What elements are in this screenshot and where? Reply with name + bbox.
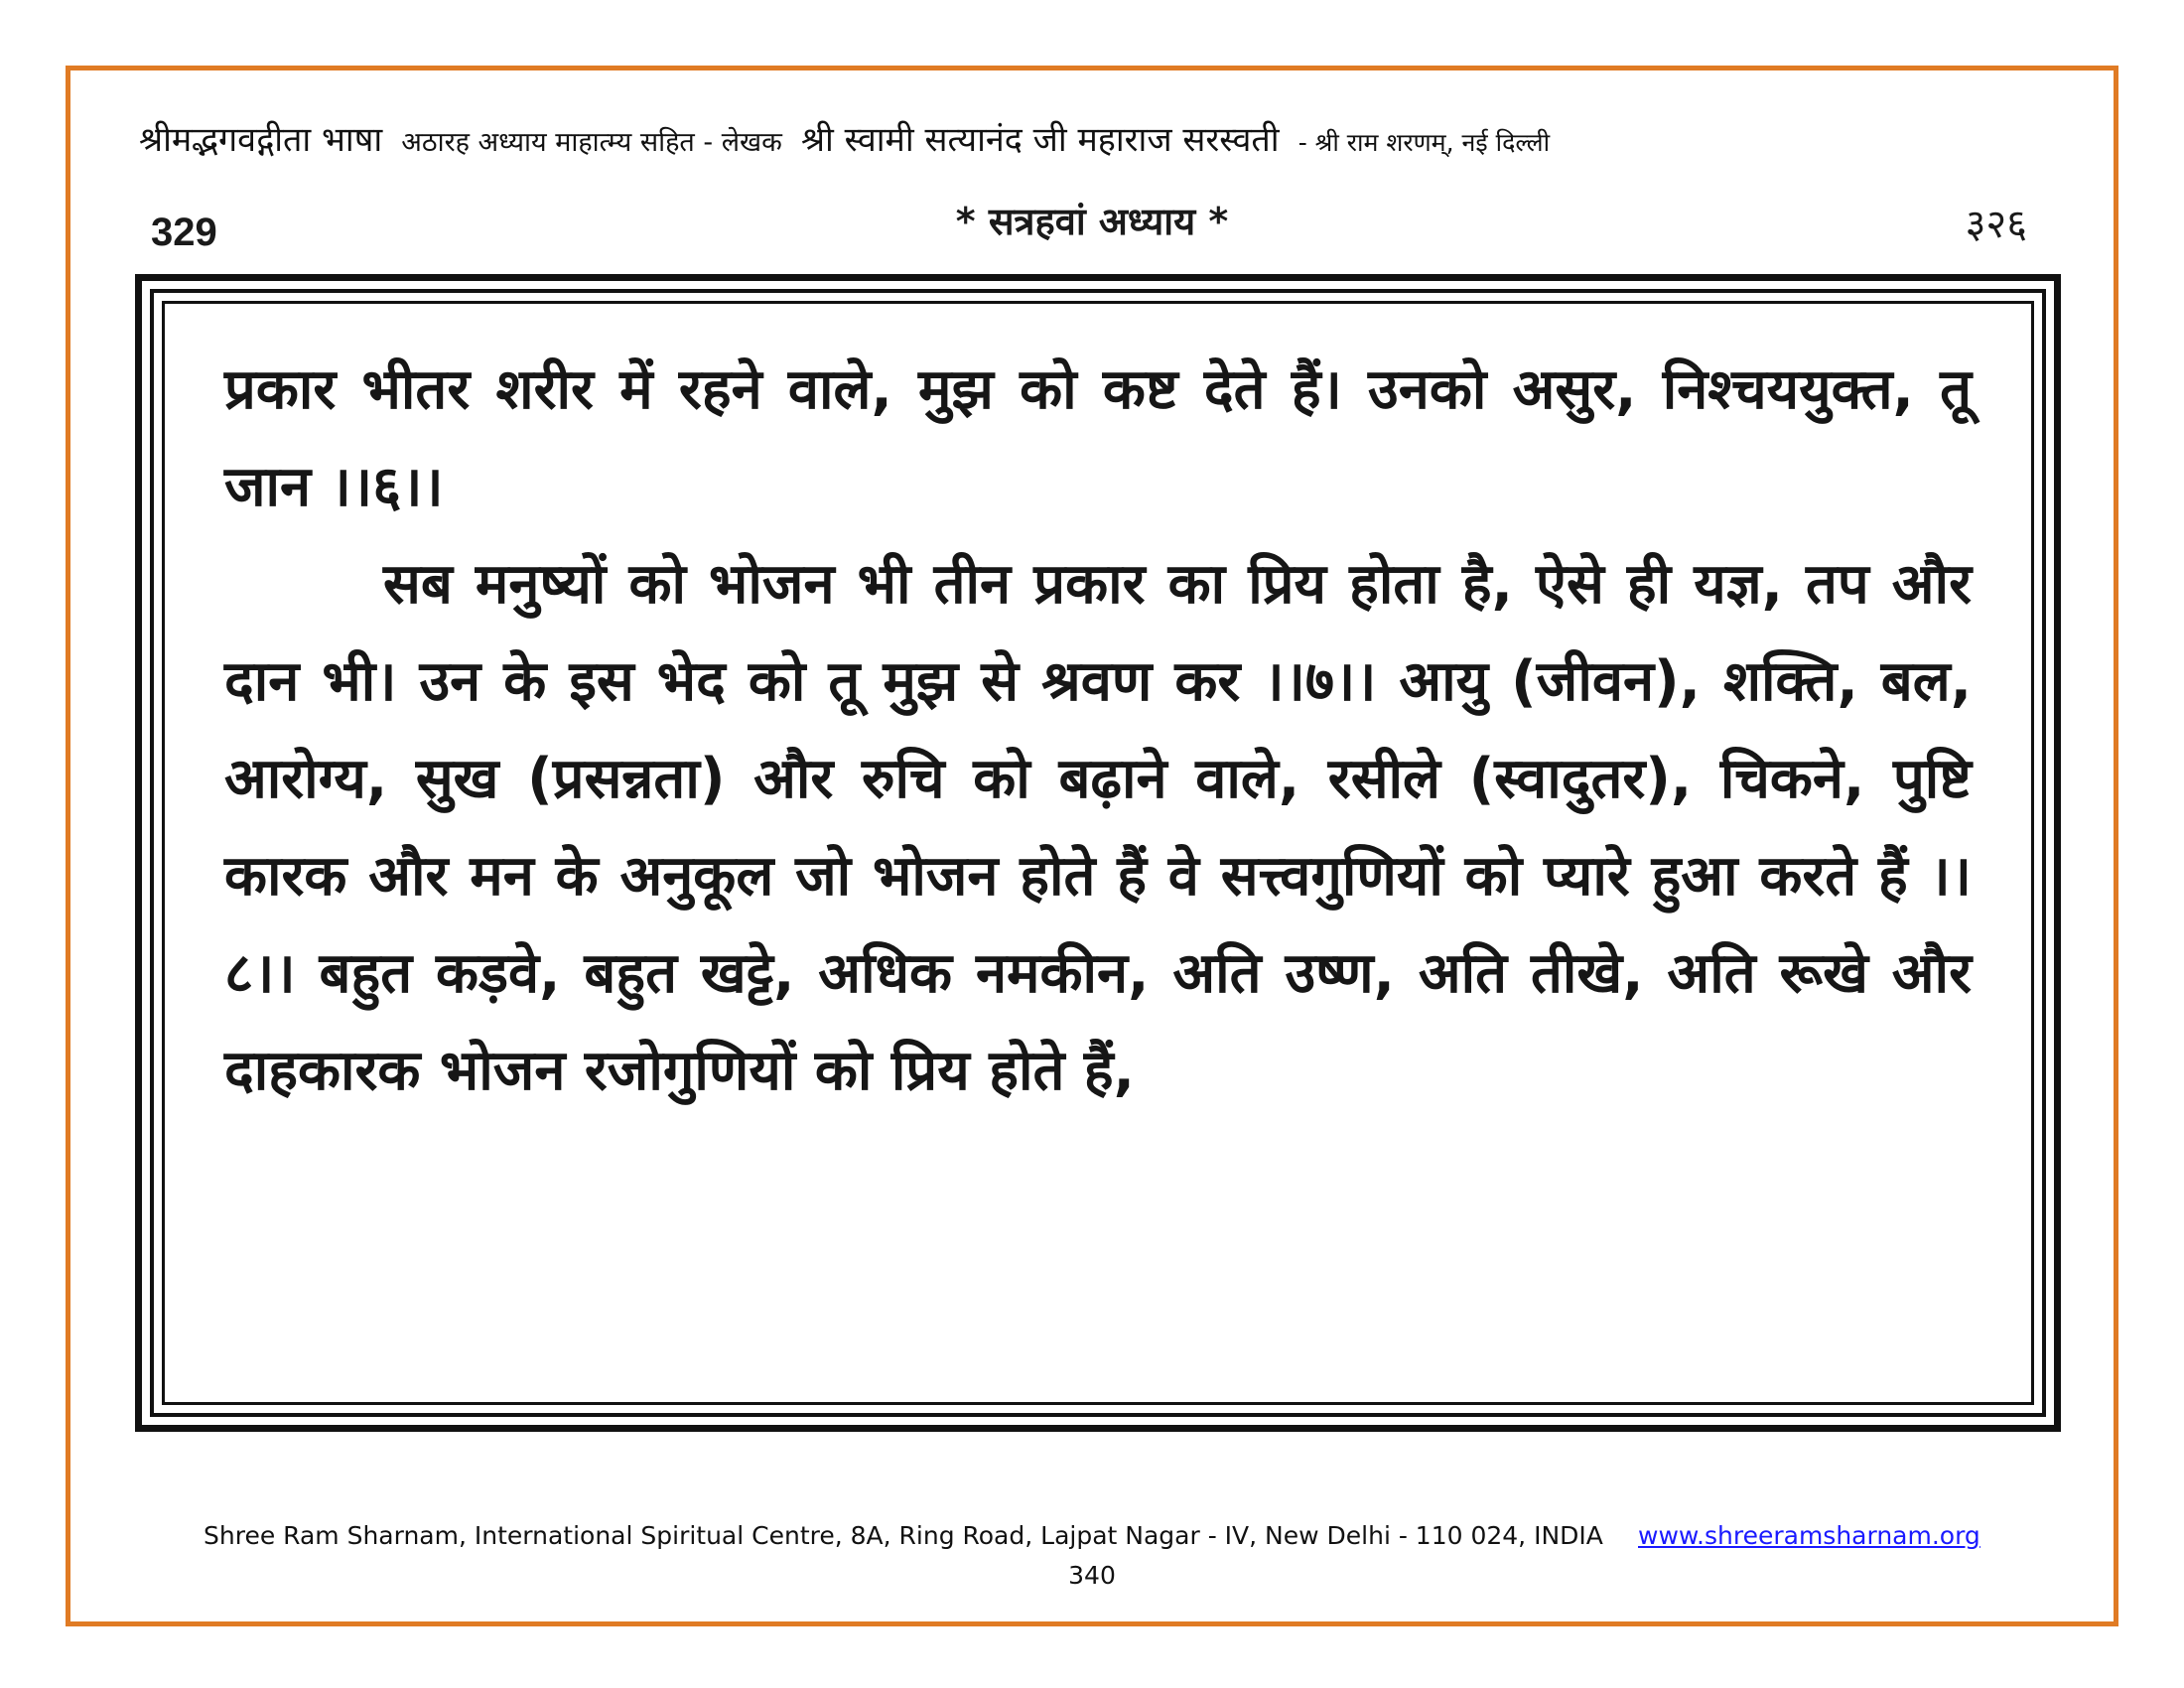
publisher-name: - श्री राम शरणम्, नई दिल्ली	[1297, 128, 1551, 157]
book-title: श्रीमद्भगवद्गीता भाषा	[139, 120, 383, 160]
chapter-title: * सत्रहवां अध्याय *	[955, 200, 1229, 243]
author-name: श्री स्वामी सत्यानंद जी महाराज सरस्वती	[800, 120, 1280, 160]
devanagari-page-number: ३२६	[1965, 202, 2027, 247]
paragraph-verse-6: प्रकार भीतर शरीर में रहने वाले, मुझ को कष्ट देते हैं। उनको असुर, निश्चययुक्त, तू जान ।।६।।	[224, 357, 1972, 519]
scripture-text	[224, 342, 1972, 1120]
footer-page-number: 340	[1068, 1561, 1116, 1590]
text-box-content-area	[162, 301, 2034, 1405]
footer-address: Shree Ram Sharnam, International Spiritual Centre, 8A, Ring Road, Lajpat Nagar - IV, New Delhi - 110 024, INDIA	[204, 1521, 1603, 1550]
paragraph-verses-7-8: सब मनुष्यों को भोजन भी तीन प्रकार का प्रिय होता है, ऐसे ही यज्ञ, तप और दान भी। उन के इस भेद को तू मुझ से श्रवण कर ।।७।। आयु (जीवन), शक्ति, बल, आरोग्य, सुख (प्रसन्नता) और रुचि को बढ़ाने वाले, रसीले (स्वादुतर), चिकने, पुष्टि कारक और मन के अनुकूल जो भोजन होते हैं वे सत्त्वगुणियों को प्यारे हुआ करते हैं ।।८।। बहुत कड़वे, बहुत खट्टे, अधिक नमकीन, अति उष्ण, अति तीखे, अति रूखे और दाहकारक भोजन रजोगुणियों को प्रिय होते हैं,	[224, 552, 1972, 1103]
book-subtitle: अठारह अध्याय माहात्म्य सहित - लेखक	[401, 127, 782, 158]
running-header	[139, 115, 2065, 161]
book-page-number: 329	[151, 211, 217, 254]
scripture-text-box	[135, 274, 2061, 1432]
text-box-inner-border	[150, 289, 2046, 1417]
website-link[interactable]: www.shreeramsharnam.org	[1638, 1521, 1980, 1550]
